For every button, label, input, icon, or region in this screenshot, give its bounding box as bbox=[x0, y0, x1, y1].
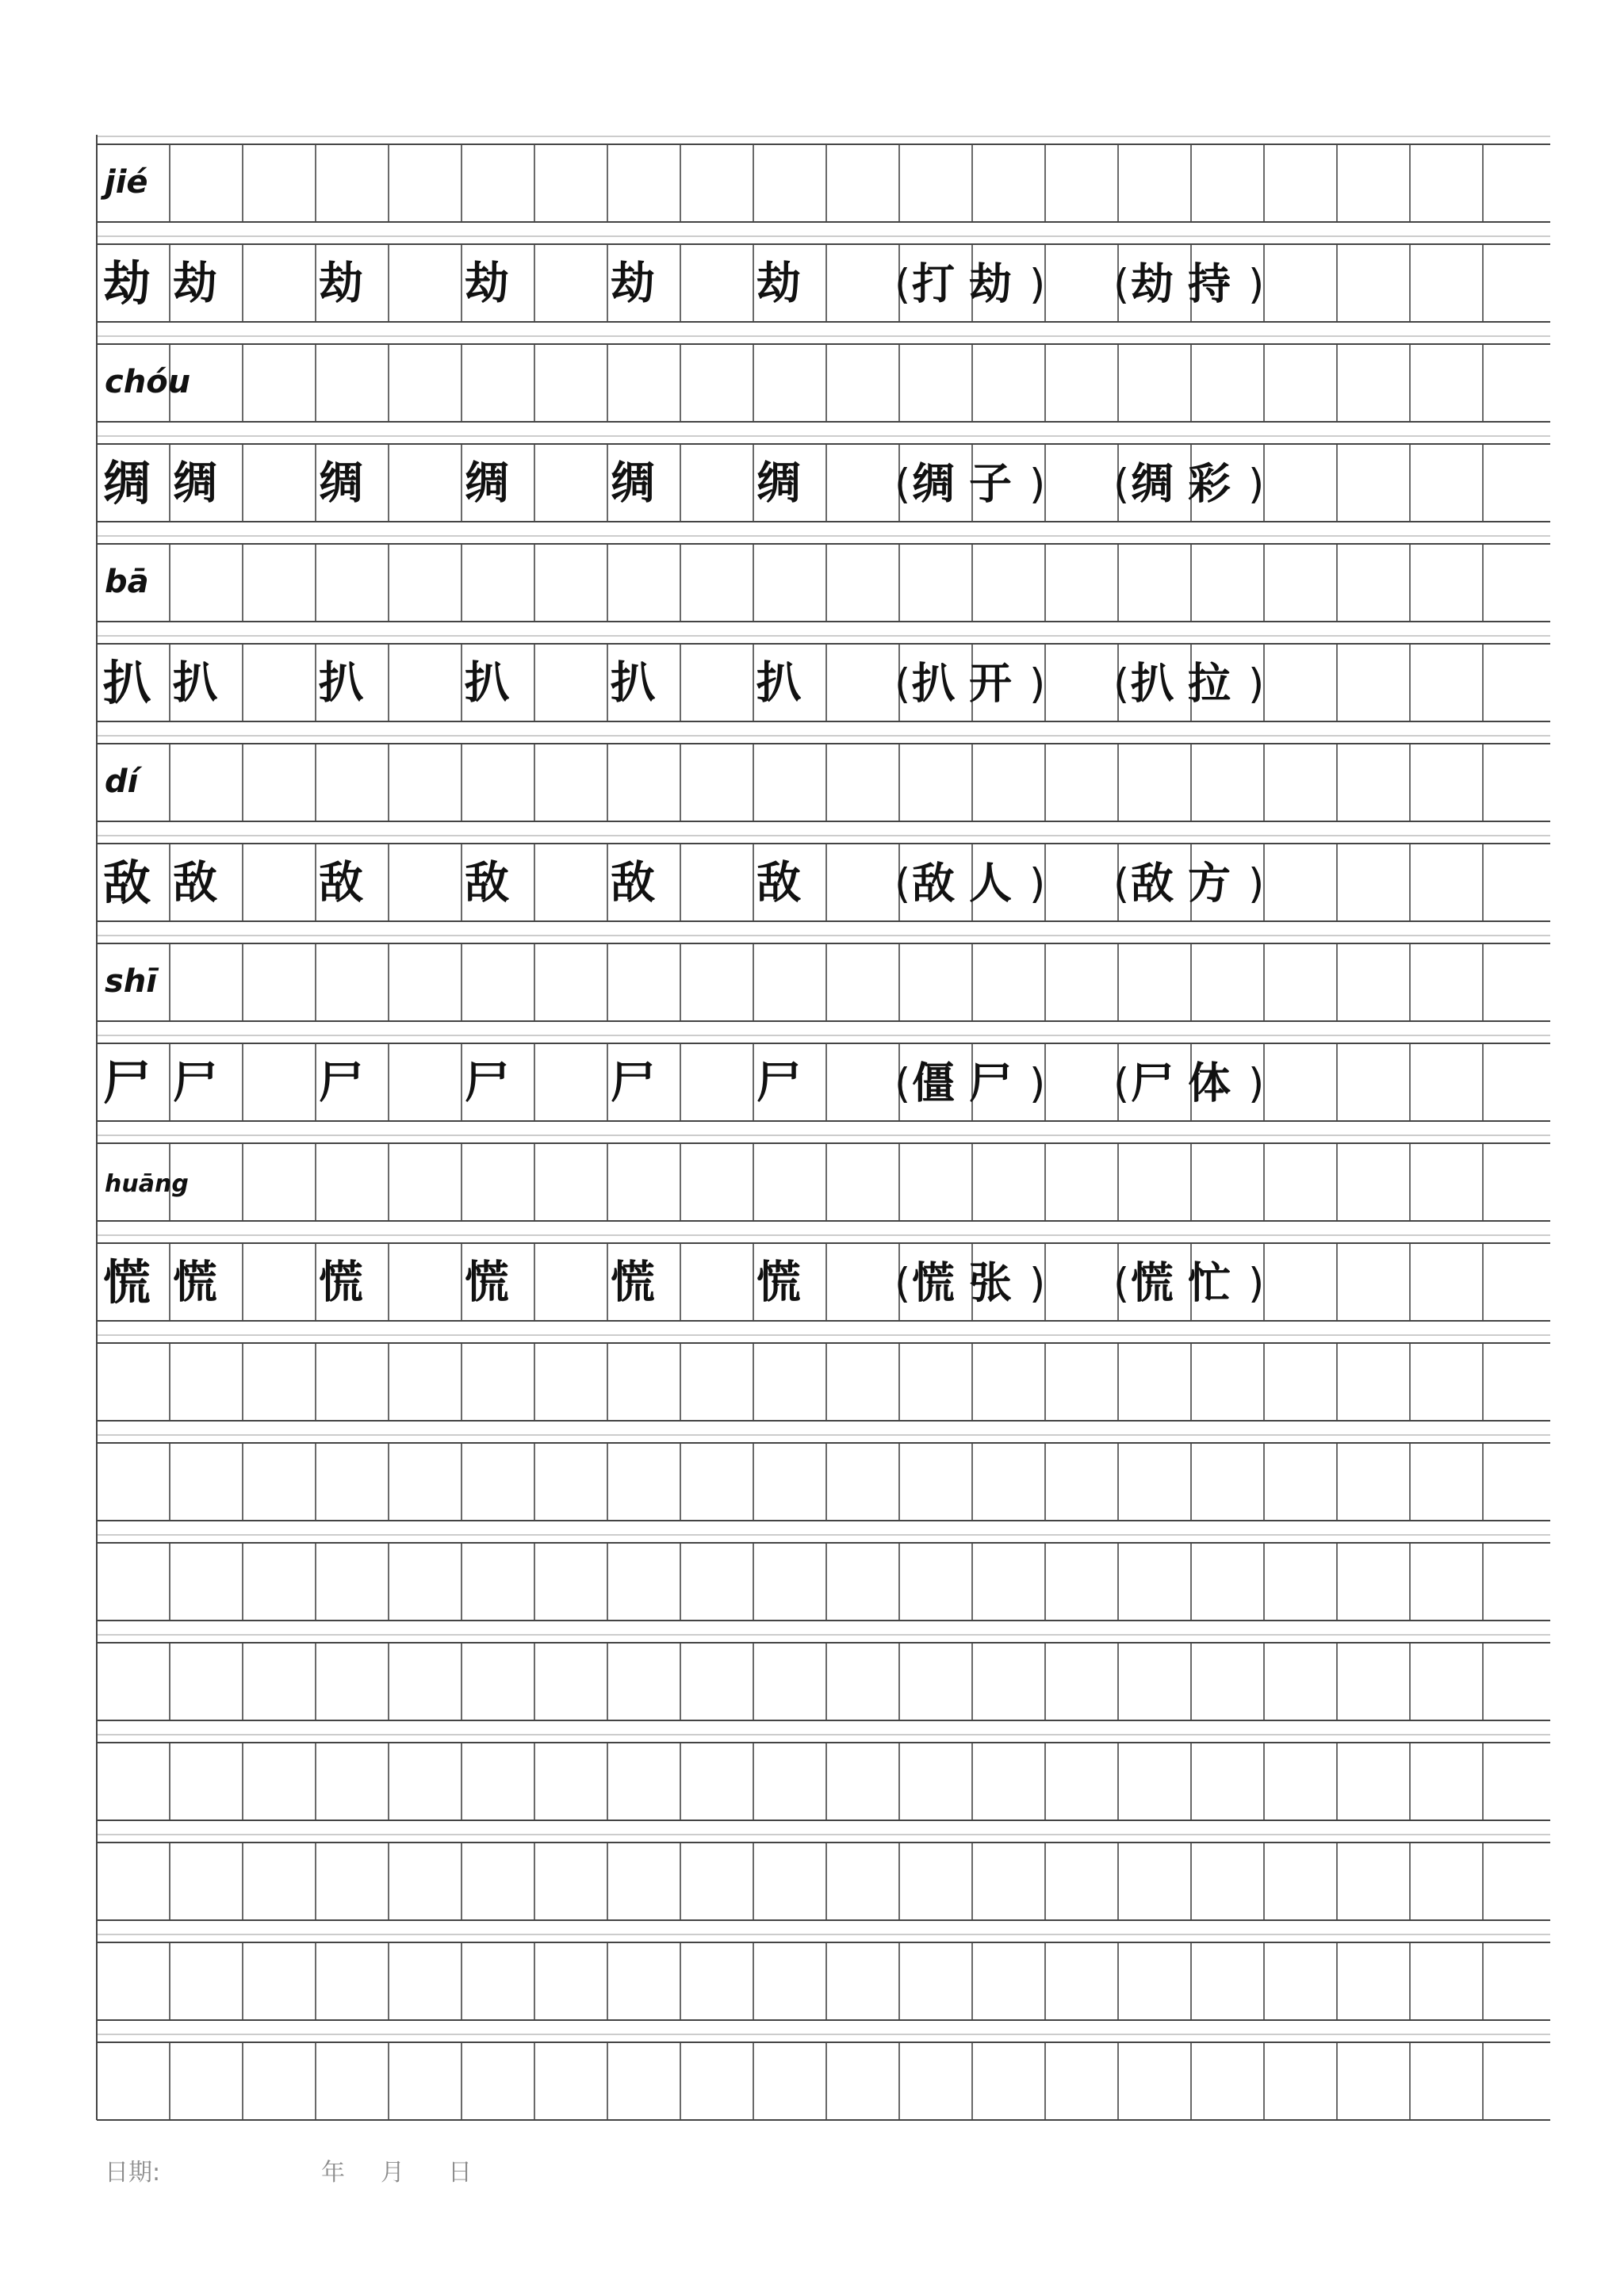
word-paren-close: ) bbox=[1029, 860, 1046, 909]
word-paren-open: ( bbox=[894, 261, 911, 309]
practice-repetition: 扒 bbox=[465, 657, 509, 710]
word-paren-open: ( bbox=[1113, 860, 1130, 909]
practice-repetition: 扒 bbox=[173, 657, 217, 710]
word-paren-close: ) bbox=[1029, 1260, 1046, 1308]
date-day-label: 日 bbox=[448, 2159, 472, 2187]
word-paren-open: ( bbox=[1113, 261, 1130, 309]
practice-repetition: 尸 bbox=[756, 1057, 801, 1109]
practice-character: 敌 bbox=[103, 855, 151, 912]
practice-repetition: 慌 bbox=[611, 1257, 655, 1309]
practice-repetition: 劫 bbox=[319, 258, 363, 310]
pinyin-label: shī bbox=[105, 962, 157, 1000]
practice-repetition: 慌 bbox=[173, 1257, 217, 1309]
date-label: 日期: bbox=[105, 2159, 161, 2187]
pinyin-label: dí bbox=[105, 763, 139, 800]
practice-word: 慌张 bbox=[912, 1257, 1026, 1308]
practice-repetition: 绸 bbox=[319, 457, 363, 510]
word-paren-open: ( bbox=[1113, 461, 1130, 509]
practice-repetition: 敌 bbox=[173, 857, 217, 909]
practice-repetition: 劫 bbox=[173, 258, 217, 310]
practice-repetition: 扒 bbox=[756, 657, 801, 710]
word-paren-close: ) bbox=[1029, 261, 1046, 309]
word-paren-close: ) bbox=[1248, 1060, 1265, 1108]
practice-repetition: 绸 bbox=[756, 457, 801, 510]
practice-repetition: 绸 bbox=[173, 457, 217, 510]
date-month-label: 月 bbox=[381, 2159, 404, 2187]
practice-repetition: 慌 bbox=[756, 1257, 801, 1309]
practice-word: 打劫 bbox=[912, 258, 1026, 309]
word-paren-close: ) bbox=[1248, 860, 1265, 909]
practice-character: 慌 bbox=[103, 1255, 151, 1311]
word-paren-close: ) bbox=[1029, 660, 1046, 709]
practice-word: 绸子 bbox=[912, 458, 1026, 509]
word-paren-open: ( bbox=[1113, 1060, 1130, 1108]
practice-word: 扒开 bbox=[912, 658, 1026, 709]
word-paren-open: ( bbox=[894, 860, 911, 909]
practice-repetition: 尸 bbox=[173, 1057, 217, 1109]
practice-word: 扒拉 bbox=[1131, 658, 1245, 709]
word-paren-open: ( bbox=[894, 461, 911, 509]
practice-repetition: 敌 bbox=[756, 857, 801, 909]
practice-repetition: 扒 bbox=[611, 657, 655, 710]
practice-word: 慌忙 bbox=[1131, 1257, 1245, 1308]
word-paren-close: ) bbox=[1029, 1060, 1046, 1108]
practice-repetition: 慌 bbox=[465, 1257, 509, 1309]
word-paren-open: ( bbox=[894, 1260, 911, 1308]
word-paren-open: ( bbox=[894, 660, 911, 709]
practice-repetition: 劫 bbox=[465, 258, 509, 310]
word-paren-open: ( bbox=[1113, 1260, 1130, 1308]
practice-word: 劫持 bbox=[1131, 258, 1245, 309]
practice-character: 绸 bbox=[103, 456, 151, 512]
pinyin-label: chóu bbox=[105, 363, 191, 400]
pinyin-label: huāng bbox=[105, 1169, 189, 1198]
word-paren-close: ) bbox=[1248, 261, 1265, 309]
practice-repetition: 劫 bbox=[756, 258, 801, 310]
practice-repetition: 敌 bbox=[465, 857, 509, 909]
practice-character: 扒 bbox=[103, 656, 151, 712]
pinyin-label: bā bbox=[105, 563, 149, 600]
practice-repetition: 尸 bbox=[611, 1057, 655, 1109]
practice-repetition: 尸 bbox=[465, 1057, 509, 1109]
pinyin-label: jié bbox=[105, 163, 148, 201]
practice-word: 敌方 bbox=[1131, 858, 1245, 909]
word-paren-close: ) bbox=[1248, 660, 1265, 709]
practice-repetition: 绸 bbox=[611, 457, 655, 510]
practice-repetition: 绸 bbox=[465, 457, 509, 510]
word-paren-close: ) bbox=[1248, 1260, 1265, 1308]
date-year-label: 年 bbox=[321, 2159, 345, 2187]
practice-character: 尸 bbox=[103, 1055, 151, 1112]
practice-repetition: 劫 bbox=[611, 258, 655, 310]
practice-word: 尸体 bbox=[1131, 1058, 1245, 1108]
practice-character: 劫 bbox=[103, 256, 151, 312]
practice-word: 绸彩 bbox=[1131, 458, 1245, 509]
word-paren-open: ( bbox=[1113, 660, 1130, 709]
practice-repetition: 敌 bbox=[611, 857, 655, 909]
practice-repetition: 尸 bbox=[319, 1057, 363, 1109]
practice-repetition: 慌 bbox=[319, 1257, 363, 1309]
practice-word: 敌人 bbox=[912, 858, 1026, 909]
practice-repetition: 敌 bbox=[319, 857, 363, 909]
grid-lines bbox=[97, 135, 1550, 2120]
practice-word: 僵尸 bbox=[912, 1058, 1026, 1108]
word-paren-open: ( bbox=[894, 1060, 911, 1108]
word-paren-close: ) bbox=[1029, 461, 1046, 509]
word-paren-close: ) bbox=[1248, 461, 1265, 509]
practice-repetition: 扒 bbox=[319, 657, 363, 710]
